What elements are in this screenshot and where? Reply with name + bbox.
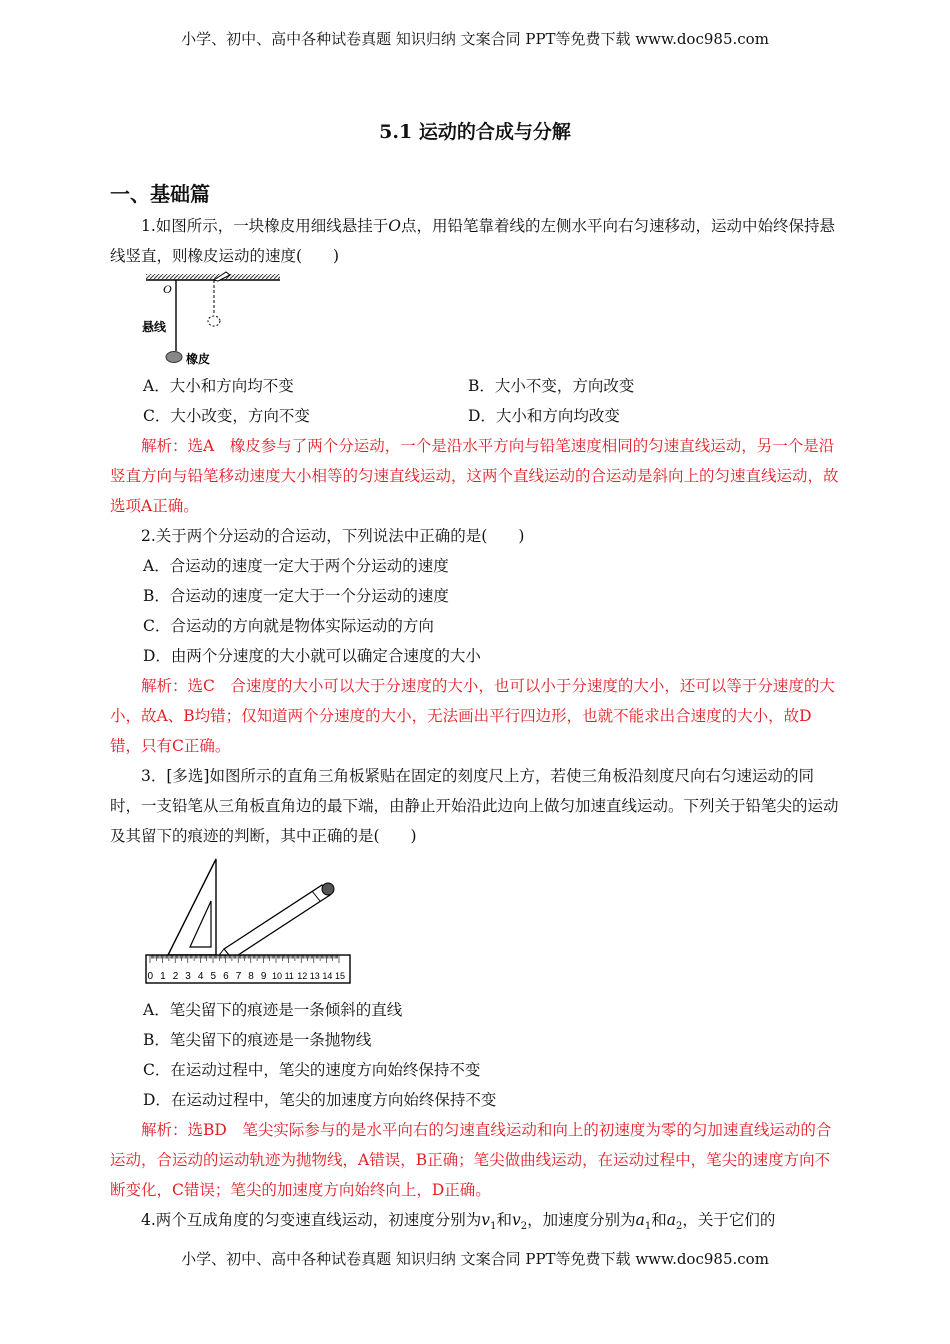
figure-label-eraser: 橡皮 — [186, 352, 211, 366]
ruler-number: 12 — [297, 971, 308, 981]
dashed-eraser — [208, 316, 220, 326]
ruler-number: 14 — [322, 971, 333, 981]
option-d: D．由两个分速度的大小就可以确定合速度的大小 — [143, 647, 481, 665]
ceiling-hatch — [146, 274, 280, 280]
ruler-number: 0 — [147, 971, 154, 982]
pendulum-diagram — [142, 271, 342, 371]
ruler-number: 3 — [185, 971, 191, 982]
ruler-number: 1 — [160, 971, 166, 982]
question-2-answer: 解析：选C 合速度的大小可以大于分速度的大小，也可以小于分速度的大小，还可以等于分速度的大小，故A、B均错；仅知道两个分速度的大小，无法画出平行四边形，也就不能求出合速度的大小，故D错，只有C正确。 — [110, 677, 835, 755]
question-1-stem: 1.如图所示，一块橡皮用细线悬挂于O点，用铅笔靠着线的左侧水平向右匀速移动，运动中始终保持悬线竖直，则橡皮运动的速度( ) — [110, 217, 836, 265]
question-1-options-row-1 — [110, 371, 840, 401]
option-b: B．合运动的速度一定大于一个分运动的速度 — [143, 587, 449, 605]
pencil-eraser — [322, 883, 334, 895]
option-a: A．合运动的速度一定大于两个分运动的速度 — [143, 557, 449, 575]
figure-label-thread: 悬线 — [142, 320, 167, 334]
page-footer: 小学、初中、高中各种试卷真题 知识归纳 文案合同 PPT等免费下载 www.doc985.com — [181, 1250, 769, 1268]
page-header: 小学、初中、高中各种试卷真题 知识归纳 文案合同 PPT等免费下载 www.doc985.com — [181, 30, 769, 48]
question-3-answer: 解析：选BD 笔尖实际参与的是水平向右的匀速直线运动和向上的初速度为零的匀加速直线运动的合运动，合运动的运动轨迹为抛物线，A错误，B正确；笔尖做曲线运动，在运动过程中，笔尖的速度方向不断变化，C错误；笔尖的加速度方向始终向上，D正确。 — [110, 1121, 832, 1199]
pencil — [216, 883, 334, 959]
ruler-number: 8 — [248, 971, 254, 982]
question-3-stem: 3．[多选]如图所示的直角三角板紧贴在固定的刻度尺上方，若使三角板沿刻度尺向右匀速运动的同时，一支铅笔从三角板直角边的最下端，由静止开始沿此边向上做匀加速直线运动。下列关于铅笔尖的运动及其留下的痕迹的判断，其中正确的是( ) — [110, 767, 839, 845]
option-c: C．大小改变，方向不变 — [143, 407, 310, 425]
option-d: D．大小和方向均改变 — [468, 407, 620, 425]
document-title: 5.1 运动的合成与分解 — [379, 121, 571, 143]
option-c: C．合运动的方向就是物体实际运动的方向 — [143, 617, 434, 635]
pencil-body — [224, 885, 330, 959]
ruler-number: 9 — [260, 971, 267, 982]
option-a: A．笔尖留下的痕迹是一条倾斜的直线 — [143, 1001, 403, 1019]
ruler-number: 11 — [284, 971, 294, 981]
document-body — [110, 211, 840, 1242]
question-4-stem: 4.两个互成角度的匀变速直线运动，初速度分别为$v_1$和$v_2$，加速度分别为$a_1$和$a_2$，关于它们的 — [141, 1211, 776, 1233]
option-b: B．大小不变，方向改变 — [468, 377, 635, 395]
ruler-number: 5 — [210, 971, 217, 982]
eraser — [166, 352, 182, 363]
ruler-number: 10 — [272, 971, 283, 981]
option-a: A．大小和方向均不变 — [143, 377, 294, 395]
option-d: D．在运动过程中，笔尖的加速度方向始终保持不变 — [143, 1091, 497, 1109]
ruler-number: 7 — [235, 971, 242, 982]
ruler-number: 2 — [172, 971, 179, 982]
question-1-figure — [110, 271, 840, 371]
question-3-figure — [110, 855, 840, 995]
figure-label-o: O — [163, 282, 172, 296]
question-1-options-row-2 — [110, 401, 840, 431]
section-heading: 一、基础篇 — [110, 182, 210, 206]
question-2-stem: 2.关于两个分运动的合运动，下列说法中正确的是( ) — [141, 527, 525, 545]
triangle-ruler-diagram — [144, 855, 364, 987]
option-c: C．在运动过程中，笔尖的速度方向始终保持不变 — [143, 1061, 481, 1079]
ruler-number: 4 — [197, 971, 204, 982]
question-1-answer: 解析：选A 橡皮参与了两个分运动，一个是沿水平方向与铅笔速度相同的匀速直线运动，另一个是沿竖直方向与铅笔移动速度大小相等的匀速直线运动，这两个直线运动的合运动是斜向上的匀速直线运动，故选项A正确。 — [110, 437, 839, 515]
ruler-number: 13 — [309, 971, 320, 981]
ruler-number: 6 — [223, 971, 229, 982]
option-b: B．笔尖留下的痕迹是一条抛物线 — [143, 1031, 372, 1049]
ruler-number: 15 — [335, 971, 346, 981]
